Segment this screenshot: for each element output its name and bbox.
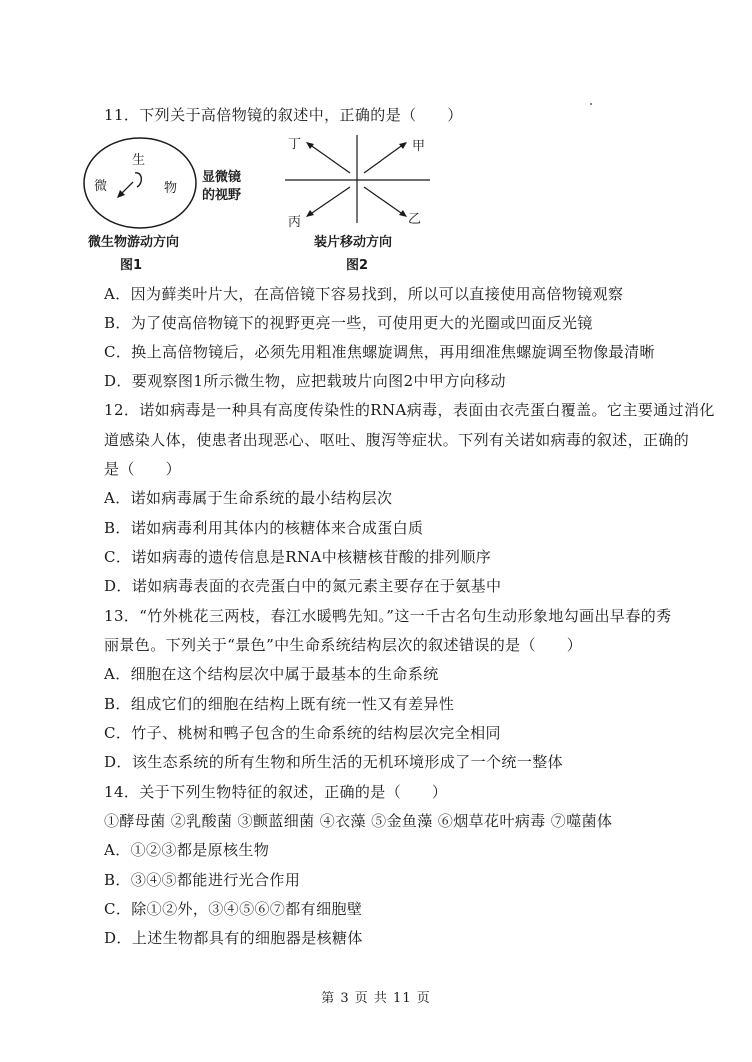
fig2-label-yi: 乙 (408, 212, 422, 227)
fig1-char-wei: 微 (94, 179, 108, 194)
microscope-view-diagram (80, 135, 280, 240)
q14-organism-list: ①酵母菌 ②乳酸菌 ③颤蓝细菌 ④衣藻 ⑤金鱼藻 ⑥烟草花叶病毒 ⑦噬菌体 (104, 812, 613, 830)
arrow-bing-head (306, 210, 314, 217)
fig1-view-label-2: 的视野 (202, 188, 242, 203)
arrow-jia-line (364, 144, 404, 173)
q14-option-d: D．上述生物都具有的细胞器是核糖体 (104, 929, 363, 947)
fig1-number: 图1 (120, 258, 143, 273)
q12-option-b: B．诺如病毒利用其体内的核糖体来合成蛋白质 (104, 519, 424, 537)
q12-option-a: A．诺如病毒属于生命系统的最小结构层次 (104, 489, 393, 507)
arrow-jia-head (399, 142, 407, 149)
stray-mark (590, 103, 592, 105)
q12-option-c: C．诺如病毒的遗传信息是RNA中核糖核苷酸的排列顺序 (104, 548, 492, 566)
q14-option-b: B．③④⑤都能进行光合作用 (104, 871, 301, 889)
q14-stem: 14．关于下列生物特征的叙述，正确的是（ ） (104, 783, 448, 801)
fig2-label-jia: 甲 (412, 139, 426, 154)
page-footer: 第 3 页 共 11 页 (321, 991, 431, 1006)
q14-option-a: A．①②③都是原核生物 (104, 841, 270, 859)
q11-stem: 11．下列关于高倍物镜的叙述中，正确的是（ ） (104, 106, 463, 124)
figure-1 (80, 135, 280, 275)
fig2-label-ding: 丁 (288, 137, 302, 152)
arrow-ding-head (306, 142, 314, 149)
fig1-caption: 微生物游动方向 (88, 235, 180, 250)
q11-option-b: B．为了使高倍物镜下的视野更亮一些，可使用更大的光圈或凹面反光镜 (104, 314, 593, 332)
fig1-view-label-1: 显微镜 (202, 170, 242, 185)
q11-option-c: C．换上高倍物镜后，必须先用粗准焦螺旋调焦，再用细准焦螺旋调至物像最清晰 (104, 343, 655, 361)
q13-option-c: C．竹子、桃树和鸭子包含的生命系统的结构层次完全相同 (104, 724, 501, 742)
q14-option-c: C．除①②外，③④⑤⑥⑦都有细胞壁 (104, 900, 363, 918)
fig2-caption: 装片移动方向 (314, 235, 393, 250)
q13-stem-line2: 丽景色。下列关于“景色”中生命系统结构层次的叙述错误的是（ ） (104, 636, 583, 654)
fig2-number: 图2 (346, 258, 369, 273)
arrow-bing-line (309, 187, 350, 215)
q12-stem-line3: 是（ ） (104, 460, 182, 478)
fig1-char-sheng: 生 (132, 153, 146, 168)
arrow-yi-head (399, 210, 407, 217)
q13-option-a: A．细胞在这个结构层次中属于最基本的生命系统 (104, 665, 439, 683)
microorganism-shape (135, 173, 141, 187)
q13-option-d: D．该生态系统的所有生物和所生活的无机环境形成了一个统一整体 (104, 753, 564, 771)
q12-stem-line2: 道感染人体，使患者出现恶心、呕吐、腹泻等症状。下列有关诺如病毒的叙述，正确的 (104, 431, 690, 449)
q13-option-b: B．组成它们的细胞在结构上既有统一性又有差异性 (104, 695, 455, 713)
arrow-ding-line (309, 144, 350, 173)
fig1-char-wu: 物 (164, 181, 178, 196)
q12-stem-line1: 12．诺如病毒是一种具有高度传染性的RNA病毒，表面由衣壳蛋白覆盖。它主要通过消化 (104, 401, 715, 419)
q11-option-d: D．要观察图1所示微生物，应把载玻片向图2中甲方向移动 (104, 372, 506, 390)
fig2-label-bing: 丙 (288, 215, 302, 230)
q11-option-a: A．因为藓类叶片大，在高倍镜下容易找到，所以可以直接使用高倍物镜观察 (104, 285, 624, 303)
figure-2 (280, 133, 440, 278)
q13-stem-line1: 13．“竹外桃花三两枝，春江水暖鸭先知。”这一千古名句生动形象地勾画出早春的秀 (104, 607, 672, 625)
q12-option-d: D．诺如病毒表面的衣壳蛋白中的氮元素主要存在于氨基中 (104, 577, 502, 595)
arrow-yi-line (364, 187, 404, 215)
